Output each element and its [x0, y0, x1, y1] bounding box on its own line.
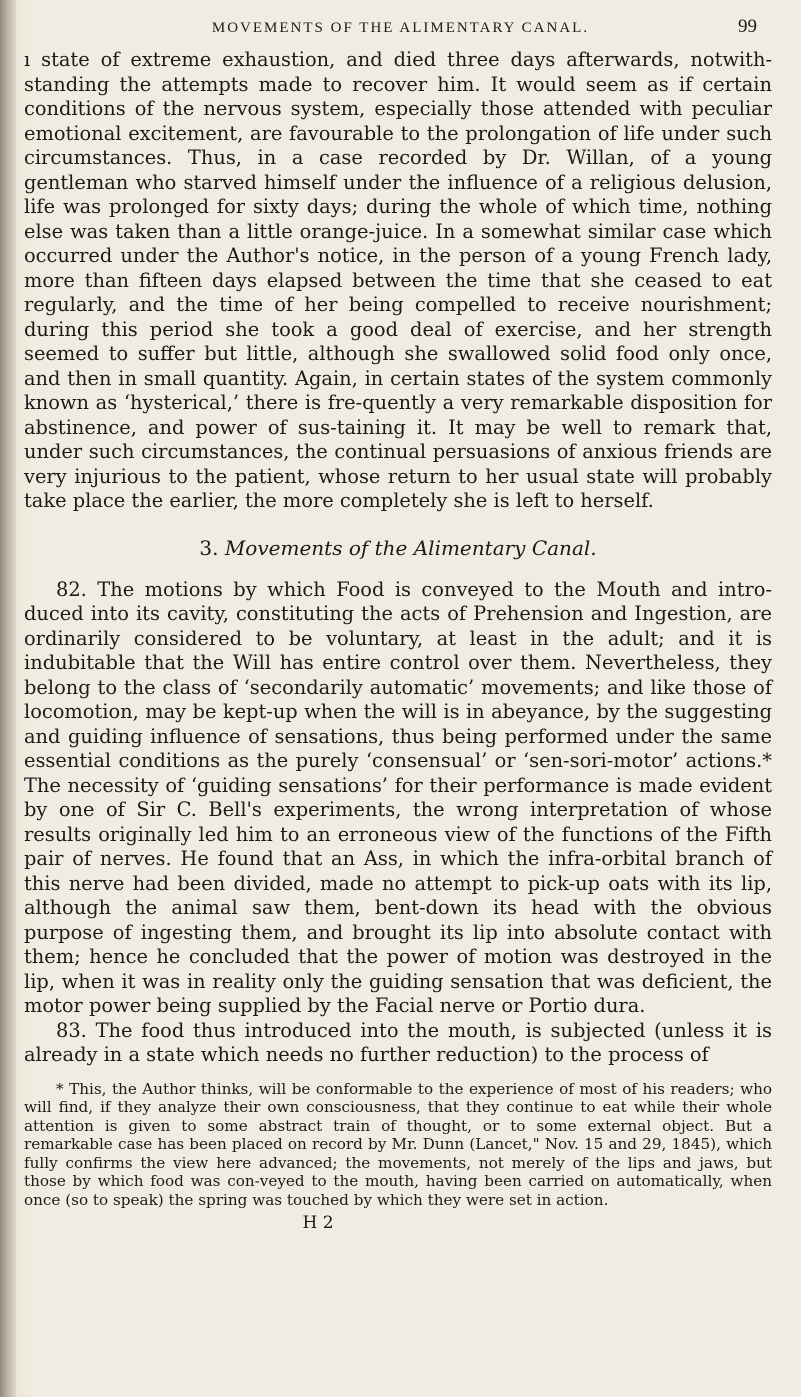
opening-paragraph: ı state of extreme exhaustion, and died three days afterwards, notwith-standing the attempts made to recover him. It would seem as if certain conditions of the nervous system, especially those attended with peculiar emotional excitement, are favourable to the prolongation of life under such circumstances. Thus, in a case recorded by Dr. Willan, of a young gentleman who starved himself under the influence of a religious delusion, life was prolonged for sixty days; during the whole of which time, nothing else was taken than a little orange-juice. In a somewhat similar case which occurred under the Author's notice, in the person of a young French lady, more than fifteen days elapsed between the time that she ceased to eat regularly, and the time of her being compelled to receive nourishment; during this period she took a good deal of exercise, and her strength seemed to suffer but little, although she swallowed solid food only once, and then in small quantity. Again, in certain states of the system commonly known as ‘hysterical,’ there is fre-quently a very remarkable disposition for abstinence, and power of sus-taining it. It may be well to remark that, under such circumstances, the continual persuasions of anxious friends are very injurious to the patient, whose return to her usual state will probably take place the earlier, the more completely she is left to herself.: [24, 48, 772, 512]
binding-gutter: [0, 0, 16, 1397]
section-number: 3.: [199, 535, 219, 560]
signature-mark: H 2: [302, 1213, 334, 1233]
section-title: Movements of the Alimentary Canal.: [224, 535, 597, 560]
footnote: * This, the Author thinks, will be conformable to the experience of most of his readers; who will find, if they analyze their own consciousness, that they continue to eat while their whole attention is given to some abstract train of thought, or to some external object. But a remarkable case has been placed on record by Mr. Dunn (Lancet," Nov. 15 and 29, 1845), which fully confirms the view here advanced; the movements, not merely of the lips and jaws, but those by which food was con-veyed to the mouth, having been carried on automatically, when once (so to speak) the spring was touched by which they were set in action.: [24, 1079, 772, 1209]
section-heading: [24, 536, 772, 560]
page-body: [24, 48, 772, 1233]
paragraph-83: 83. The food thus introduced into the mouth, is subjected (unless it is already in a state which needs no further reduction) to the process of: [24, 1018, 772, 1066]
running-head: MOVEMENTS OF THE ALIMENTARY CANAL.: [211, 20, 590, 36]
paragraph-82: 82. The motions by which Food is conveyed to the Mouth and intro-duced into its cavity, constituting the acts of Prehension and Ingestion, are ordinarily considered to be voluntary, at least in the adult; and it is indubitable that the Will has entire control over them. Nevertheless, they belong to the class of ‘secondarily automatic’ movements; and like those of locomotion, may be kept-up when the will is in abeyance, by the suggesting and guiding influence of sensations, thus being performed under the same essential conditions as the purely ‘consensual’ or ‘sen-sori-motor’ actions.* The necessity of ‘guiding sensations’ for their performance is made evident by one of Sir C. Bell's experiments, the wrong interpretation of whose results originally led him to an erroneous view of the functions of the Fifth pair of nerves. He found that an Ass, in which the infra-orbital branch of this nerve had been divided, made no attempt to pick-up oats with its lip, although the animal saw them, bent-down its head with the obvious purpose of ingesting them, and brought its lip into absolute contact with them; hence he concluded that the power of motion was destroyed in the lip, when it was in reality only the guiding sensation that was deficient, the motor power being supplied by the Facial nerve or Portio dura.: [24, 577, 772, 1017]
page-header: [0, 14, 801, 44]
page-number: 99: [738, 16, 757, 37]
